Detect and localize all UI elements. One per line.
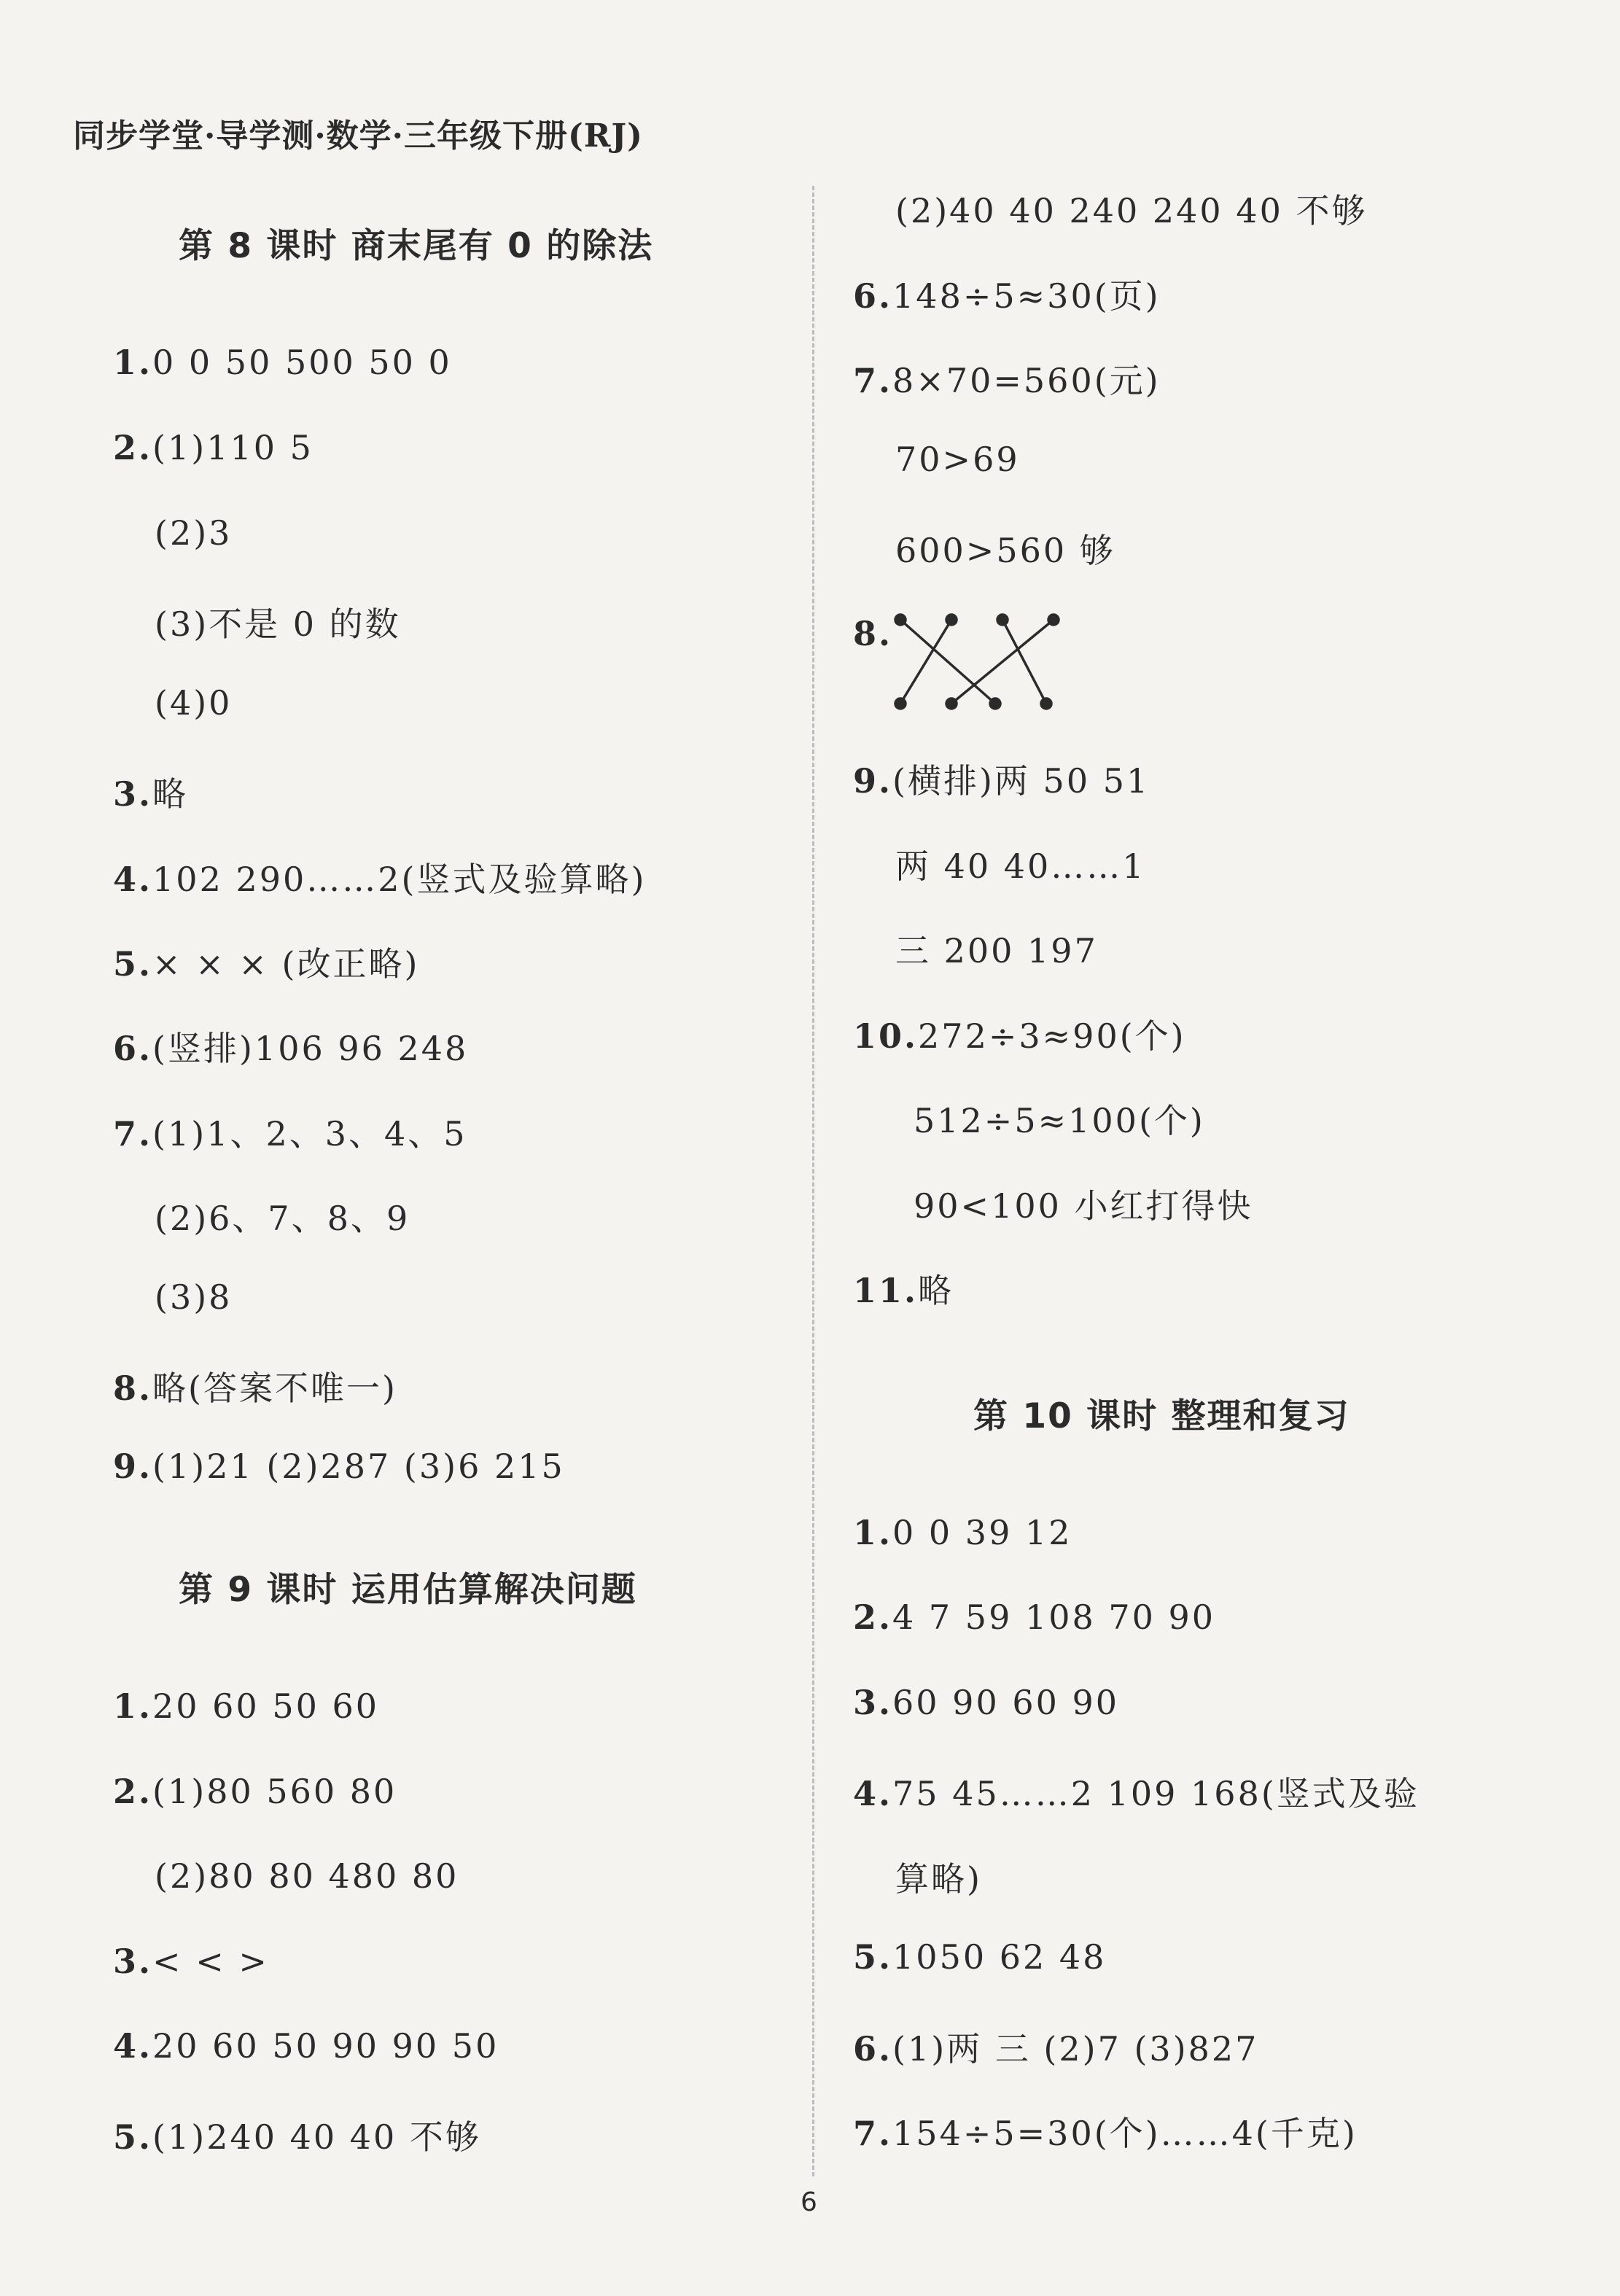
answer-text: 三 200 197 xyxy=(895,931,1098,970)
answer-text: 20 60 50 90 90 50 xyxy=(152,2026,499,2066)
page-number: 6 xyxy=(801,2187,817,2217)
answer-text: 4 7 59 108 70 90 xyxy=(892,1598,1216,1637)
answer-text: 70>69 xyxy=(895,440,1020,479)
answer-text: (2)6、7、8、9 xyxy=(155,1199,410,1238)
answer-line xyxy=(155,1192,410,1240)
connector-line xyxy=(900,620,951,704)
question-number: 8. xyxy=(113,1369,153,1408)
answer-line xyxy=(914,1180,1253,1228)
answer-line xyxy=(853,1767,1420,1816)
question-number: 4. xyxy=(113,2026,153,2066)
question-number: 3. xyxy=(853,1683,893,1722)
answer-line xyxy=(113,938,419,986)
question-number: 1. xyxy=(853,1513,893,1552)
question-number: 2. xyxy=(113,1772,153,1811)
answer-line xyxy=(155,598,401,646)
answer-text: 略(答案不唯一) xyxy=(152,1369,397,1408)
answer-text: 8×70=560(元) xyxy=(892,361,1161,400)
answer-text: (2)80 80 480 80 xyxy=(155,1856,459,1896)
answer-text: (竖排)106 96 248 xyxy=(152,1029,469,1068)
connector-line xyxy=(900,620,995,704)
answer-text: 1050 62 48 xyxy=(892,1937,1107,1977)
answer-text: (1)1、2、3、4、5 xyxy=(152,1114,467,1153)
answer-line xyxy=(853,755,1150,803)
answer-text: (1)240 40 40 不够 xyxy=(152,2117,481,2157)
answer-line xyxy=(853,1264,954,1312)
dot xyxy=(997,615,1008,625)
question-number: 7. xyxy=(113,1114,153,1153)
question-number: 3. xyxy=(113,774,153,814)
answer-line xyxy=(895,1853,982,1901)
answer-line xyxy=(113,2026,499,2066)
answer-line xyxy=(113,1022,468,1070)
question-number: 1. xyxy=(113,343,153,382)
answer-line xyxy=(853,1010,1186,1058)
dot xyxy=(1048,615,1059,625)
answer-line xyxy=(853,354,1161,402)
answer-line xyxy=(853,270,1161,318)
dot xyxy=(1041,698,1051,709)
answer-text: (1)80 560 80 xyxy=(152,1772,397,1811)
question-number: 5. xyxy=(113,944,153,984)
answer-line xyxy=(853,2023,1258,2071)
question-number: 5. xyxy=(113,2117,153,2157)
answer-text: 512÷5≈100(个) xyxy=(914,1101,1205,1140)
answer-line xyxy=(155,1277,232,1317)
question-number: 6. xyxy=(853,276,893,316)
answer-line xyxy=(895,524,1115,572)
answer-text: (2)3 xyxy=(155,513,233,553)
answer-text: 算略) xyxy=(895,1859,982,1899)
answer-line xyxy=(853,2107,1358,2155)
answer-text: (1)21 (2)287 (3)6 215 xyxy=(152,1447,565,1486)
answer-line xyxy=(895,184,1367,233)
answer-line xyxy=(155,1856,459,1896)
question-number: 2. xyxy=(853,1598,893,1637)
question-number: 2. xyxy=(113,428,153,467)
answer-line xyxy=(113,768,188,816)
answer-line xyxy=(853,1513,1072,1552)
column-divider xyxy=(812,186,814,2176)
answer-line xyxy=(113,853,646,901)
answer-text: × × × (改正略) xyxy=(152,944,420,984)
answer-line xyxy=(853,1683,1119,1722)
section-title-lesson-8: 第 8 课时 商末尾有 0 的除法 xyxy=(179,226,654,266)
answer-text: (1)110 5 xyxy=(152,428,314,467)
answer-text: (3)8 xyxy=(155,1277,233,1317)
answer-line xyxy=(113,428,314,467)
answer-text: 20 60 50 60 xyxy=(152,1686,380,1726)
answer-line xyxy=(113,343,452,382)
answer-line xyxy=(895,925,1098,973)
dot xyxy=(895,698,906,709)
answer-line xyxy=(113,1108,467,1156)
answer-line xyxy=(914,1094,1205,1143)
answer-text: (4)0 xyxy=(155,683,233,723)
section-title-lesson-10: 第 10 课时 整理和复习 xyxy=(973,1396,1350,1436)
answer-text: 90<100 小红打得快 xyxy=(914,1186,1253,1226)
answer-line xyxy=(155,513,232,553)
question-number: 9. xyxy=(113,1447,153,1486)
answer-text: (横排)两 50 51 xyxy=(892,761,1150,801)
connector-line xyxy=(951,620,1054,704)
question-number: 6. xyxy=(853,2029,893,2069)
answer-text: 60 90 60 90 xyxy=(892,1683,1120,1722)
answer-text: 两 40 40……1 xyxy=(895,847,1146,886)
question-number: 7. xyxy=(853,2114,893,2153)
answer-line xyxy=(155,683,232,723)
answer-text: (3)不是 0 的数 xyxy=(155,604,401,644)
answer-text: (1)两 三 (2)7 (3)827 xyxy=(892,2029,1259,2069)
answer-line xyxy=(113,1772,397,1811)
question-number: 10. xyxy=(853,1016,919,1056)
question-number: 8. xyxy=(853,614,893,653)
question-number: 5. xyxy=(853,1937,893,1977)
answer-line xyxy=(895,840,1146,888)
dot xyxy=(895,615,906,625)
answer-text: 75 45……2 109 168(竖式及验 xyxy=(892,1774,1420,1813)
question-number: 3. xyxy=(113,1942,153,1981)
dot xyxy=(990,698,1000,709)
question-number: 6. xyxy=(113,1029,153,1068)
answer-line xyxy=(113,1447,565,1486)
answer-text: < < > xyxy=(152,1942,269,1981)
answer-text: 略 xyxy=(152,774,189,814)
answer-line xyxy=(853,1598,1215,1637)
question-number: 1. xyxy=(113,1686,153,1726)
question-number: 7. xyxy=(853,361,893,400)
answer-line xyxy=(895,440,1020,479)
answer-line xyxy=(853,1937,1106,1977)
answer-text: 0 0 50 500 50 0 xyxy=(152,343,452,382)
answer-text: 272÷3≈90(个) xyxy=(918,1016,1186,1056)
answer-text: 154÷5=30(个)……4(千克) xyxy=(892,2114,1358,2153)
question-number: 9. xyxy=(853,761,893,801)
section-title-lesson-9: 第 9 课时 运用估算解决问题 xyxy=(179,1570,637,1610)
answer-line xyxy=(853,614,892,653)
answer-line xyxy=(113,1686,379,1726)
answer-line xyxy=(113,1362,397,1410)
answer-text: 600>560 够 xyxy=(895,531,1115,570)
dot xyxy=(946,698,957,709)
answer-text: 148÷5≈30(页) xyxy=(892,276,1161,316)
answer-text: 102 290……2(竖式及验算略) xyxy=(152,860,647,899)
answer-line xyxy=(113,2111,481,2159)
answer-text: 0 0 39 12 xyxy=(892,1513,1072,1552)
matching-lines-figure xyxy=(893,612,1083,715)
question-number: 4. xyxy=(853,1774,893,1813)
book-header: 同步学堂·导学测·数学·三年级下册(RJ) xyxy=(73,117,643,155)
answer-line xyxy=(113,1942,269,1981)
dot xyxy=(946,615,957,625)
answer-text: (2)40 40 240 240 40 不够 xyxy=(895,191,1368,230)
answer-text: 略 xyxy=(918,1271,954,1310)
question-number: 11. xyxy=(853,1271,919,1310)
question-number: 4. xyxy=(113,860,153,899)
